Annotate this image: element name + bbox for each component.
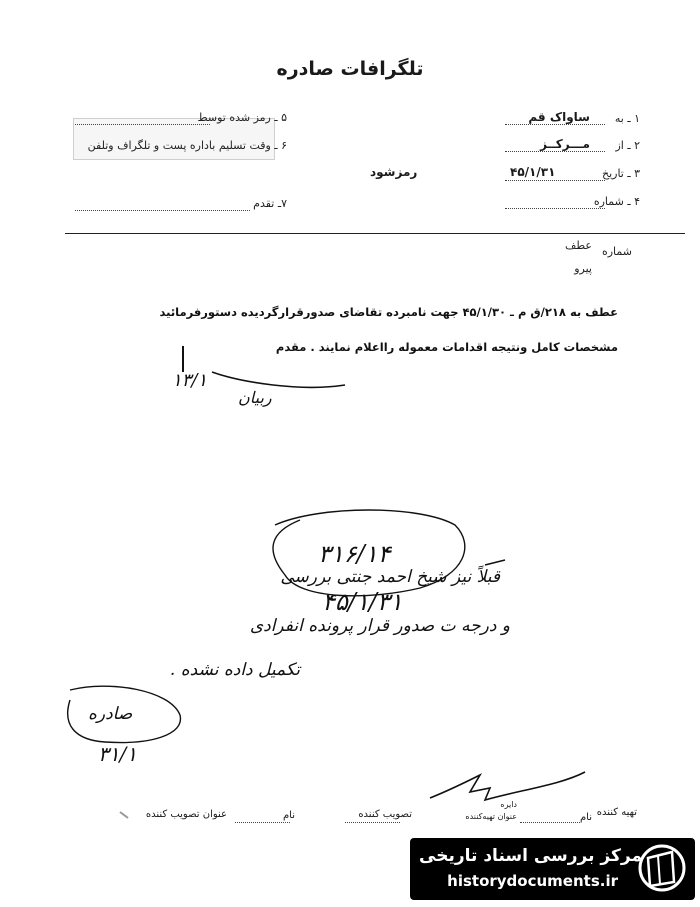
from-label: ۲ ـ از [615, 139, 640, 152]
footer-name-1: نام [579, 812, 592, 823]
reference-number-label: شماره [601, 245, 632, 258]
from-value: مـــرکــز [540, 137, 590, 151]
footer-name-2: نام [282, 810, 295, 821]
handwritten-issued: صادره [88, 704, 133, 724]
handwritten-note-line-1: قبلاً نیز شیخ احمد جنتی بررسی [280, 567, 500, 587]
footer-prepared-by: تهیه کننده [596, 807, 637, 818]
handwritten-register-number: ۳۱۶/۱۴ [318, 540, 391, 568]
footer-approver-title: عنوان تصویب کننده [145, 809, 227, 820]
handwritten-note-line-3: تکمیل داده نشده . [169, 660, 300, 680]
to-label: ۱ ـ به [614, 112, 640, 125]
body-line-2: مشخصات کامل ونتیجه اقدامات معموله رااعلام نمایند . مقدم [275, 340, 618, 354]
delivery-label: ۶ ـ وقت تسلیم باداره پست و تلگراف وتلفن [87, 139, 287, 152]
priority-label: ۷ـ تقدم [253, 197, 287, 210]
handwritten-note-line-2: و درجه ت صدور قرار پرونده انفرادی [249, 616, 510, 636]
reference-peyro-label: پیرو [574, 262, 592, 275]
handwritten-issued-date: ۳۱/۱ [98, 742, 137, 766]
encrypt-stamp: رمزشود [370, 165, 418, 179]
footer-preparer-title: عنوان تهیه‌کننده [465, 812, 517, 821]
date-label: ۳ ـ تاریخ [601, 167, 640, 180]
watermark-url: historydocuments.ir [447, 872, 618, 890]
to-value: ساواک قم [528, 110, 590, 124]
number-label: ۴ ـ شماره [593, 195, 640, 208]
document-title: تلگرافات صادره [276, 58, 424, 80]
handwritten-signature-a: ۱۳/۱ [172, 370, 208, 391]
watermark-name: مرکز بررسی اسناد تاریخی [419, 846, 642, 866]
handwritten-signature-b: ربیان [238, 388, 272, 407]
code-label: ۵ ـ رمز شده توسط [197, 111, 287, 124]
handwritten-register-date: ۴۵/۱/۳۱ [322, 588, 403, 616]
footer-department: دایره [500, 800, 517, 809]
footer-approved-by: تصویب کننده [358, 809, 412, 820]
reference-atf-label: عطف [565, 239, 592, 252]
date-value: ۴۵/۱/۳۱ [510, 165, 556, 179]
body-line-1: عطف به ۲۱۸/ق م ـ ۴۵/۱/۳۰ جهت نامبرده تقاضای صدورقرارگردیده دستورفرمائید [159, 305, 618, 319]
